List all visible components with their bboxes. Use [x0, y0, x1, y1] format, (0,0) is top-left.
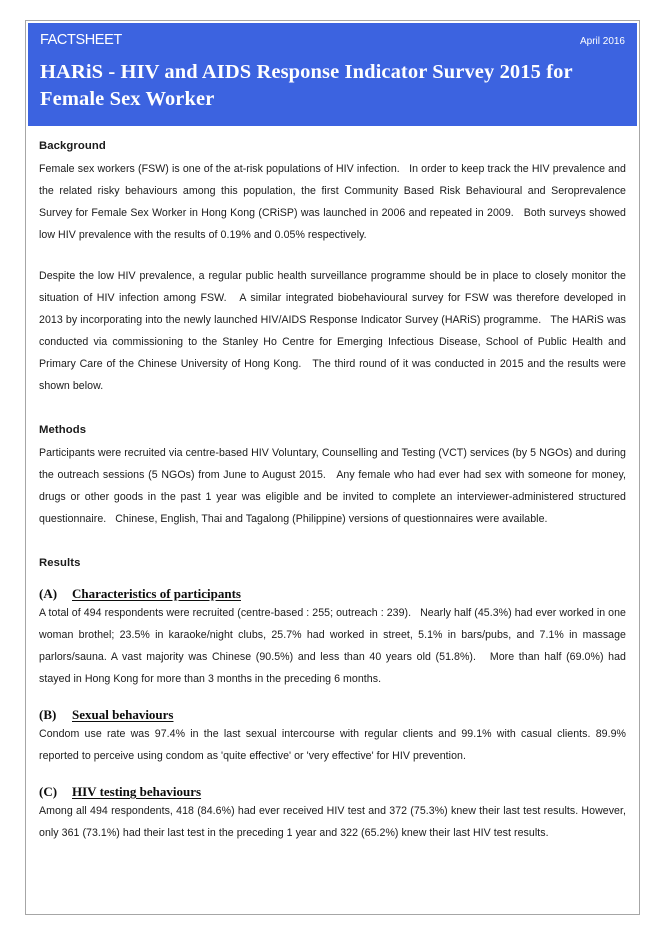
issue-date: April 2016: [579, 36, 625, 47]
subsection-title-c: HIV testing behaviours: [72, 784, 202, 800]
subsection-c-paragraph: Among all 494 respondents, 418 (84.6%) had ever received HIV test and 372 (75.3%) knew their last test results. However, only 361 (73.1%) had their last test in the preceding 1 year and 322 (65.2%) knew their last HIV test results.: [39, 805, 629, 840]
background-paragraph-2: Despite the low HIV prevalence, a regular public health surveillance programme should be in place to closely monitor the situation of HIV infection among FSW. A similar integrated biobehavioural survey for FSW was therefore developed in 2013 by incorporating into the newly launched HIV/AIDS Response Indicator Survey (HARiS) programme. The HARiS was conducted via commissioning to the Stanley Ho Centre for Emerging Infectious Disease, School of Public Health and Primary Care of the Chinese University of Hong Kong. The third round of it was conducted in 2015 and the results were shown below.: [39, 269, 629, 392]
document-body: [26, 126, 639, 845]
page-title: HARiS - HIV and AIDS Response Indicator Survey 2015 for Female Sex Worker: [40, 61, 573, 111]
subsection-heading-b: [39, 707, 626, 723]
subsection-label-c: (C): [39, 784, 58, 800]
subsection-b-paragraph: Condom use rate was 97.4% in the last sexual intercourse with regular clients and 99.1% with casual clients. 89.9% reported to perceive using condom as 'quite effective' or 'very effective' for HIV prevention.: [39, 728, 629, 763]
subsection-title-b: Sexual behaviours: [72, 707, 174, 723]
subsection-heading-a: [39, 586, 626, 602]
section-heading-background: Background: [39, 139, 106, 152]
section-heading-methods: Methods: [39, 423, 87, 436]
subsection-label-a: (A): [39, 585, 58, 601]
subsection-label-b: (B): [39, 707, 57, 723]
header-top-row: [40, 32, 625, 48]
document-header-banner: [28, 23, 637, 126]
subsection-a-paragraph: A total of 494 respondents were recruited (centre-based : 255; outreach : 239). Nearly half (45.3%) had ever worked in one woman brothel; 23.5% in karaoke/night clubs, 25.7% had worked in street, 5.1% in bars/pubs, and 7.1% in massage parlors/sauna. A vast majority was Chinese (90.5%) and less than 40 years old (51.8%). More than half (69.0%) had stayed in Hong Kong for more than 3 months in the preceding 6 months.: [39, 606, 629, 686]
section-heading-results: Results: [39, 556, 81, 569]
methods-paragraph-1: Participants were recruited via centre-based HIV Voluntary, Counselling and Testing (VCT) services (by 5 NGOs) and during the outreach sessions (5 NGOs) from June to August 2015. Any female who had ever had sex with someone for money, drugs or other goods in the past 1 year was eligible and be invited to complete an interviewer-administered structured questionnaire. Chinese, English, Thai and Tagalong (Philippine) versions of questionnaires were available.: [39, 446, 629, 525]
subsection-title-a: Characteristics of participants: [72, 585, 241, 601]
document-page: [25, 20, 640, 915]
background-paragraph-1: Female sex workers (FSW) is one of the at-risk populations of HIV infection. In order to keep track the HIV prevalence and the related risky behaviours among this population, the first Community Based Risk Behavioural and Seroprevalence Survey for Female Sex Worker in Hong Kong (CRiSP) was launched in 2006 and repeated in 2009. Both surveys showed low HIV prevalence with the results of 0.19% and 0.05% respectively.: [39, 162, 629, 241]
factsheet-label: FACTSHEET: [40, 32, 122, 48]
subsection-heading-c: [39, 784, 626, 800]
